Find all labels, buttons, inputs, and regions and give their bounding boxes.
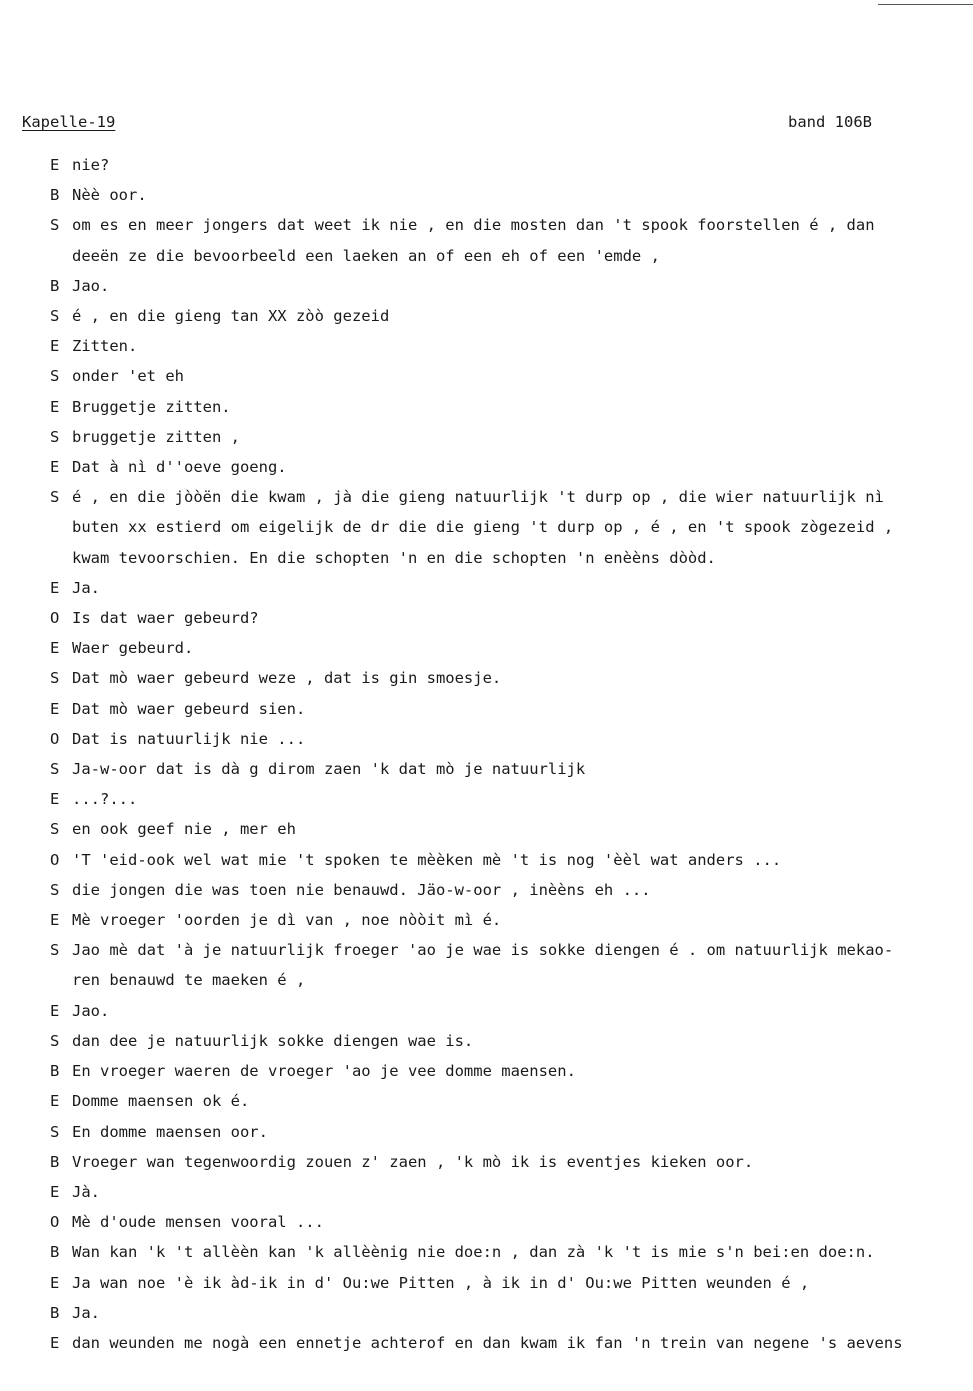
speaker-label: E <box>50 699 60 718</box>
speaker-label: E <box>50 639 60 658</box>
speaker-label: E <box>50 458 60 477</box>
utterance-text: Domme maensen ok é. <box>72 1092 250 1111</box>
transcript-line <box>50 1268 970 1298</box>
speaker-label: E <box>50 1092 60 1111</box>
speaker-label: E <box>50 790 60 809</box>
speaker-label: E <box>50 337 60 356</box>
speaker-label: E <box>50 578 60 597</box>
utterance-text: Dat is natuurlijk nie ... <box>72 729 306 748</box>
utterance-text: ...?... <box>72 790 138 809</box>
transcript-line <box>50 694 970 724</box>
speaker-label: S <box>50 820 60 839</box>
speaker-label: S <box>50 367 60 386</box>
utterance-text: die jongen die was toen nie benauwd. Jäo-w-oor , inèèns eh ... <box>72 880 651 899</box>
top-rule <box>878 4 973 5</box>
transcript-line <box>50 633 970 663</box>
speaker-label: B <box>50 1303 60 1322</box>
transcript-line <box>50 452 970 482</box>
utterance-text: Jao mè dat 'à je natuurlijk froeger 'ao je wae is sokke diengen é . om natuurlijk mekao- <box>72 941 894 960</box>
speaker-label <box>50 543 72 573</box>
transcript-line <box>50 422 970 452</box>
transcript-line <box>50 482 970 512</box>
speaker-label: E <box>50 397 60 416</box>
speaker-label: S <box>50 760 60 779</box>
utterance-text: Wan kan 'k 't allèèn kan 'k allèènig nie doe:n , dan zà 'k 't is mie s'n bei:en doe:n. <box>72 1243 875 1262</box>
transcript-line <box>50 331 970 361</box>
speaker-label: E <box>50 1333 60 1352</box>
utterance-text: buten xx estierd om eigelijk de dr die die gieng 't durp op , é , en 't spook zògezeid , <box>72 518 894 537</box>
utterance-text: bruggetje zitten , <box>72 427 240 446</box>
transcript-line <box>50 1328 970 1358</box>
utterance-text: En domme maensen oor. <box>72 1122 268 1141</box>
utterance-text: Ja-w-oor dat is dà g dirom zaen 'k dat mò je natuurlijk <box>72 760 586 779</box>
utterance-text: Ja. <box>72 578 100 597</box>
speaker-label: B <box>50 1243 60 1262</box>
utterance-text: Vroeger wan tegenwoordig zouen z' zaen , 'k mò ik is eventjes kieken oor. <box>72 1152 754 1171</box>
transcript-line <box>50 512 970 542</box>
utterance-text: Nèè oor. <box>72 186 147 205</box>
transcript-line <box>50 905 970 935</box>
utterance-text: Is dat waer gebeurd? <box>72 609 259 628</box>
speaker-label: S <box>50 1031 60 1050</box>
transcript-line <box>50 724 970 754</box>
utterance-text: Bruggetje zitten. <box>72 397 231 416</box>
speaker-label: O <box>50 850 60 869</box>
transcript-line <box>50 392 970 422</box>
transcript-line <box>50 754 970 784</box>
transcript-line <box>50 1086 970 1116</box>
speaker-label: E <box>50 1273 60 1292</box>
utterance-text: Ja. <box>72 1303 100 1322</box>
speaker-label: S <box>50 941 60 960</box>
speaker-label: S <box>50 1122 60 1141</box>
utterance-text: é , en die jòòën die kwam , jà die gieng natuurlijk 't durp op , die wier natuurlijk nì <box>72 488 884 507</box>
speaker-label: S <box>50 669 60 688</box>
speaker-label: B <box>50 276 60 295</box>
transcript-line <box>50 814 970 844</box>
transcript-line <box>50 543 970 573</box>
speaker-label: S <box>50 216 60 235</box>
utterance-text: Mè vroeger 'oorden je dì van , noe nòòit mì é. <box>72 911 502 930</box>
utterance-text: ren benauwd te maeken é , <box>72 971 306 990</box>
tape-label: band 106B <box>788 113 872 131</box>
utterance-text: kwam tevoorschien. En die schopten 'n en die schopten 'n enèèns dòòd. <box>72 548 716 567</box>
utterance-text: é , en die gieng tan XX zòò gezeid <box>72 307 390 326</box>
transcript-line <box>50 271 970 301</box>
transcript-line <box>50 1298 970 1328</box>
utterance-text: dan dee je natuurlijk sokke diengen wae is. <box>72 1031 474 1050</box>
transcript-line <box>50 150 970 180</box>
utterance-text: Mè d'oude mensen vooral ... <box>72 1213 324 1232</box>
transcript-line <box>50 965 970 995</box>
transcript-line <box>50 573 970 603</box>
utterance-text: nie? <box>72 156 110 174</box>
document-id: Kapelle-19 <box>22 113 116 131</box>
speaker-label <box>50 965 72 995</box>
speaker-label: B <box>50 186 60 205</box>
transcript-line <box>50 361 970 391</box>
transcript-line <box>50 1117 970 1147</box>
transcript-line <box>50 301 970 331</box>
transcript-line <box>50 784 970 814</box>
transcript-line <box>50 180 970 210</box>
transcript-line <box>50 241 970 271</box>
speaker-label: E <box>50 1001 60 1020</box>
transcript-line <box>50 996 970 1026</box>
utterance-text: En vroeger waeren de vroeger 'ao je vee domme maensen. <box>72 1062 576 1081</box>
utterance-text: Jà. <box>72 1182 100 1201</box>
speaker-label: S <box>50 880 60 899</box>
speaker-label: S <box>50 488 60 507</box>
utterance-text: Jao. <box>72 1001 110 1020</box>
speaker-label: O <box>50 729 60 748</box>
speaker-label <box>50 512 72 542</box>
utterance-text: 'T 'eid-ook wel wat mie 't spoken te mèèken mè 't is nog 'èèl wat anders ... <box>72 850 782 869</box>
transcript-line <box>50 1026 970 1056</box>
transcript-line <box>50 1237 970 1267</box>
utterance-text: Dat à nì d''oeve goeng. <box>72 458 287 477</box>
utterance-text: Ja wan noe 'è ik àd-ik in d' Ou:we Pitten , à ik in d' Ou:we Pitten weunden é , <box>72 1273 810 1292</box>
utterance-text: onder 'et eh <box>72 367 184 386</box>
transcript-line <box>50 1207 970 1237</box>
speaker-label: O <box>50 1213 60 1232</box>
transcript-line <box>50 935 970 965</box>
transcript-line <box>50 845 970 875</box>
transcript-line <box>50 1056 970 1086</box>
page-header <box>22 111 872 133</box>
speaker-label: E <box>50 911 60 930</box>
utterance-text: en ook geef nie , mer eh <box>72 820 296 839</box>
speaker-label: B <box>50 1062 60 1081</box>
utterance-text: Dat mò waer gebeurd weze , dat is gin smoesje. <box>72 669 502 688</box>
utterance-text: Dat mò waer gebeurd sien. <box>72 699 306 718</box>
speaker-label <box>50 241 72 271</box>
transcript-line <box>50 1177 970 1207</box>
transcript-line <box>50 210 970 240</box>
speaker-label: E <box>50 1182 60 1201</box>
utterance-text: Waer gebeurd. <box>72 639 194 658</box>
utterance-text: dan weunden me nogà een ennetje achterof en dan kwam ik fan 'n trein van negene 's aevens <box>72 1333 903 1352</box>
utterance-text: deeën ze die bevoorbeeld een laeken an of een eh of een 'emde , <box>72 246 660 265</box>
speaker-label: B <box>50 1152 60 1171</box>
utterance-text: Zitten. <box>72 337 138 356</box>
speaker-label: E <box>50 156 60 174</box>
transcript-line <box>50 603 970 633</box>
utterance-text: om es en meer jongers dat weet ik nie , en die mosten dan 't spook foorstellen é , dan <box>72 216 875 235</box>
transcript-line <box>50 1147 970 1177</box>
speaker-label: S <box>50 427 60 446</box>
transcript-line <box>50 875 970 905</box>
utterance-text: Jao. <box>72 276 110 295</box>
transcript <box>50 150 970 1358</box>
speaker-label: S <box>50 307 60 326</box>
transcript-line <box>50 663 970 693</box>
speaker-label: O <box>50 609 60 628</box>
